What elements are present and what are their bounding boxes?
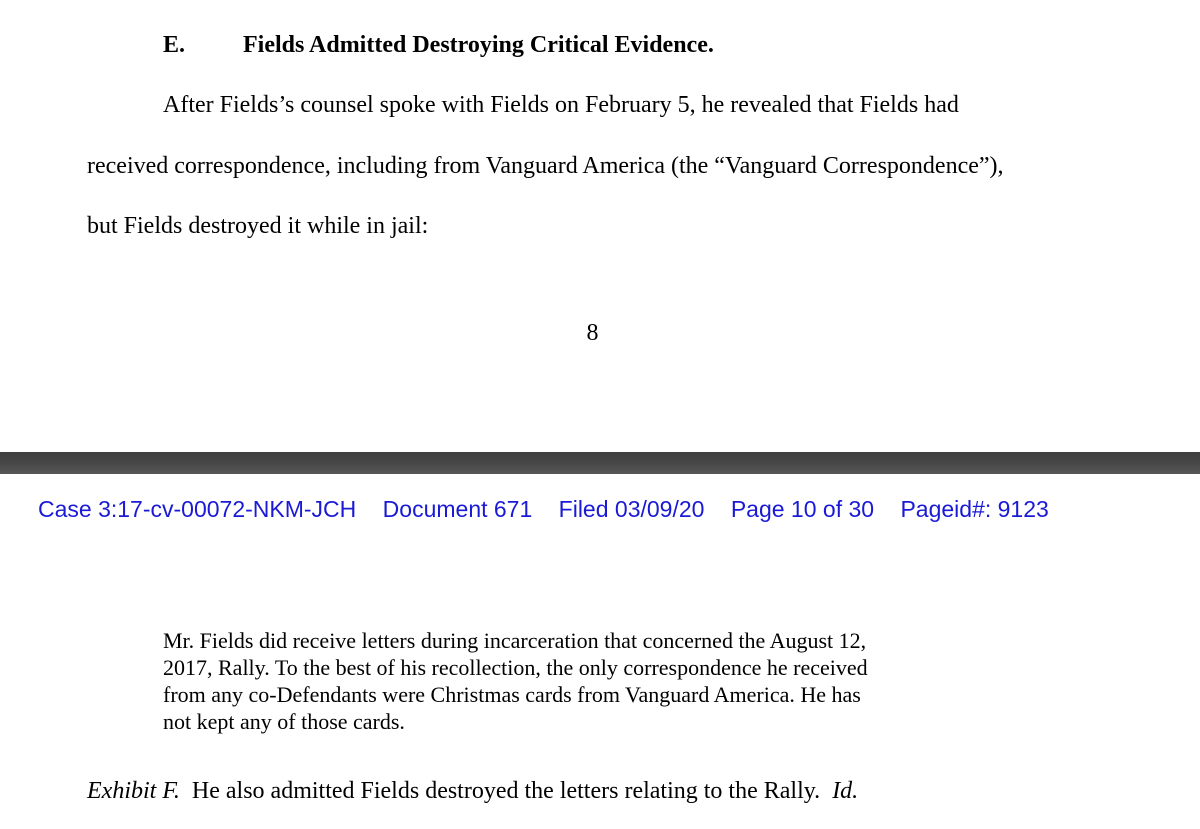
block-quote-line: not kept any of those cards. (163, 709, 405, 734)
block-quote-line: Mr. Fields did receive letters during incarceration that concerned the August 12, (163, 628, 867, 653)
section-title: Fields Admitted Destroying Critical Evidence. (243, 32, 714, 58)
document-number: Document 671 (382, 496, 533, 522)
case-header (38, 496, 1049, 523)
block-quote-line: from any co-Defendants were Christmas cards from Vanguard America. He has (163, 682, 861, 707)
case-number: Case 3:17-cv-00072-NKM-JCH (38, 496, 357, 522)
filed-date: Filed 03/09/20 (558, 496, 705, 522)
paragraph-line: received correspondence, including from Vanguard America (the “Vanguard Correspondence”), (87, 153, 1004, 179)
section-heading (163, 32, 714, 59)
page-separator (0, 452, 1200, 474)
exhibit-reference: Exhibit F. (87, 778, 180, 804)
page-id: Pageid#: 9123 (900, 496, 1049, 522)
section-letter: E. (163, 32, 186, 58)
paragraph-line: but Fields destroyed it while in jail: (87, 213, 429, 239)
page-number: 8 (586, 320, 599, 346)
citation: Id. (832, 778, 859, 804)
paragraph-line: After Fields’s counsel spoke with Fields on February 5, he revealed that Fields had (163, 92, 959, 118)
exhibit-sentence-text: He also admitted Fields destroyed the letters relating to the Rally. (179, 778, 833, 804)
exhibit-sentence (87, 778, 858, 805)
page-count: Page 10 of 30 (730, 496, 875, 522)
block-quote-line: 2017, Rally. To the best of his recollection, the only correspondence he received (163, 655, 868, 680)
